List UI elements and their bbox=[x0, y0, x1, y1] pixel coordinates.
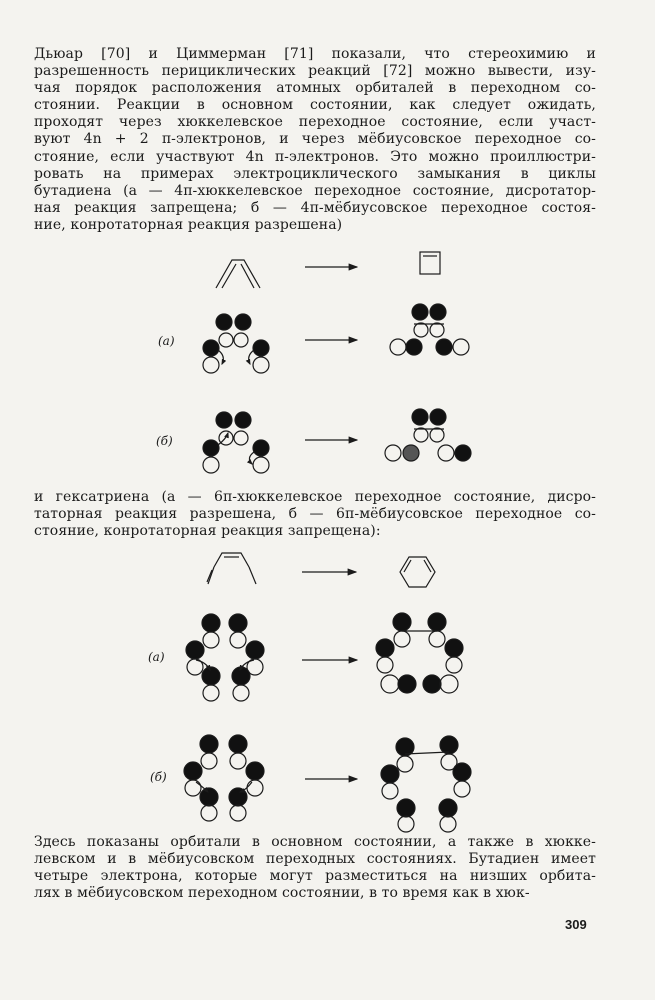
text-line: таторная реакция разрешена, б — 6π-мёбиусовское переходное со- bbox=[34, 506, 596, 523]
hexatriene-b-right bbox=[381, 736, 471, 832]
text-line: стояние, конротаторная реакция запрещена): bbox=[34, 523, 381, 540]
butadiene-a-left bbox=[203, 314, 269, 373]
text-line: стоянии. Реакции в основном состоянии, как следует ожидать, bbox=[34, 97, 596, 114]
text-line: бутадиена (а — 4π-хюккелевское переходное состояние, дисротатор- bbox=[34, 182, 596, 199]
text-line: чая порядок расположения атомных орбиталей в переходном со- bbox=[34, 80, 596, 97]
text-line: ровать на примерах электроциклического замыкания в циклы bbox=[34, 165, 596, 182]
butadiene-a-right bbox=[390, 304, 469, 355]
text-line: стояние, если участвуют 4n π-электронов. Это можно проиллюстри- bbox=[34, 148, 596, 165]
text-line: разрешенность перициклических реакций [72] можно вывести, изу- bbox=[34, 63, 596, 80]
text-line: проходят через хюккелевское переходное состояние, если участ- bbox=[34, 114, 596, 131]
text-line: и гексатриена (а — 6π-хюккелевское переходное состояние, дисро- bbox=[34, 489, 596, 505]
hexatriene-a-left bbox=[186, 614, 264, 701]
text-line: Здесь показаны орбитали в основном состоянии, а также в хюкке- bbox=[34, 834, 596, 850]
label-hexatriene-b: (б) bbox=[150, 770, 167, 784]
hexatriene-b-left bbox=[184, 735, 264, 821]
butadiene-skeleton bbox=[216, 260, 260, 288]
text-line: вуют 4n + 2 π-электронов, и через мёбиусовское переходное со- bbox=[34, 131, 596, 148]
text-line: Дьюар [70] и Циммерман [71] показали, что стереохимию и bbox=[34, 46, 596, 62]
page-number: 309 bbox=[565, 917, 587, 932]
text-line: ние, конротаторная реакция разрешена) bbox=[34, 216, 343, 233]
label-butadiene-b: (б) bbox=[156, 434, 173, 448]
text-line: левском и в мёбиусовском переходных состояниях. Бутадиен имеет bbox=[34, 851, 596, 868]
hexatriene-a-right bbox=[376, 613, 463, 693]
label-hexatriene-a: (а) bbox=[148, 650, 165, 664]
cyclohexadiene-ring bbox=[400, 557, 435, 587]
butadiene-b-right bbox=[385, 409, 471, 461]
text-line: четыре электрона, которые могут разместиться на низших орбита- bbox=[34, 868, 596, 885]
hexatriene-skeleton bbox=[207, 553, 256, 584]
butadiene-b-left bbox=[203, 412, 269, 473]
label-butadiene-a: (а) bbox=[158, 334, 175, 348]
text-line: лях в мёбиусовском переходном состоянии, в то время как в хюк- bbox=[34, 885, 530, 902]
cyclobutene-square bbox=[420, 252, 440, 274]
text-line: ная реакция запрещена; б — 4π-мёбиусовское переходное состоя- bbox=[34, 199, 596, 216]
